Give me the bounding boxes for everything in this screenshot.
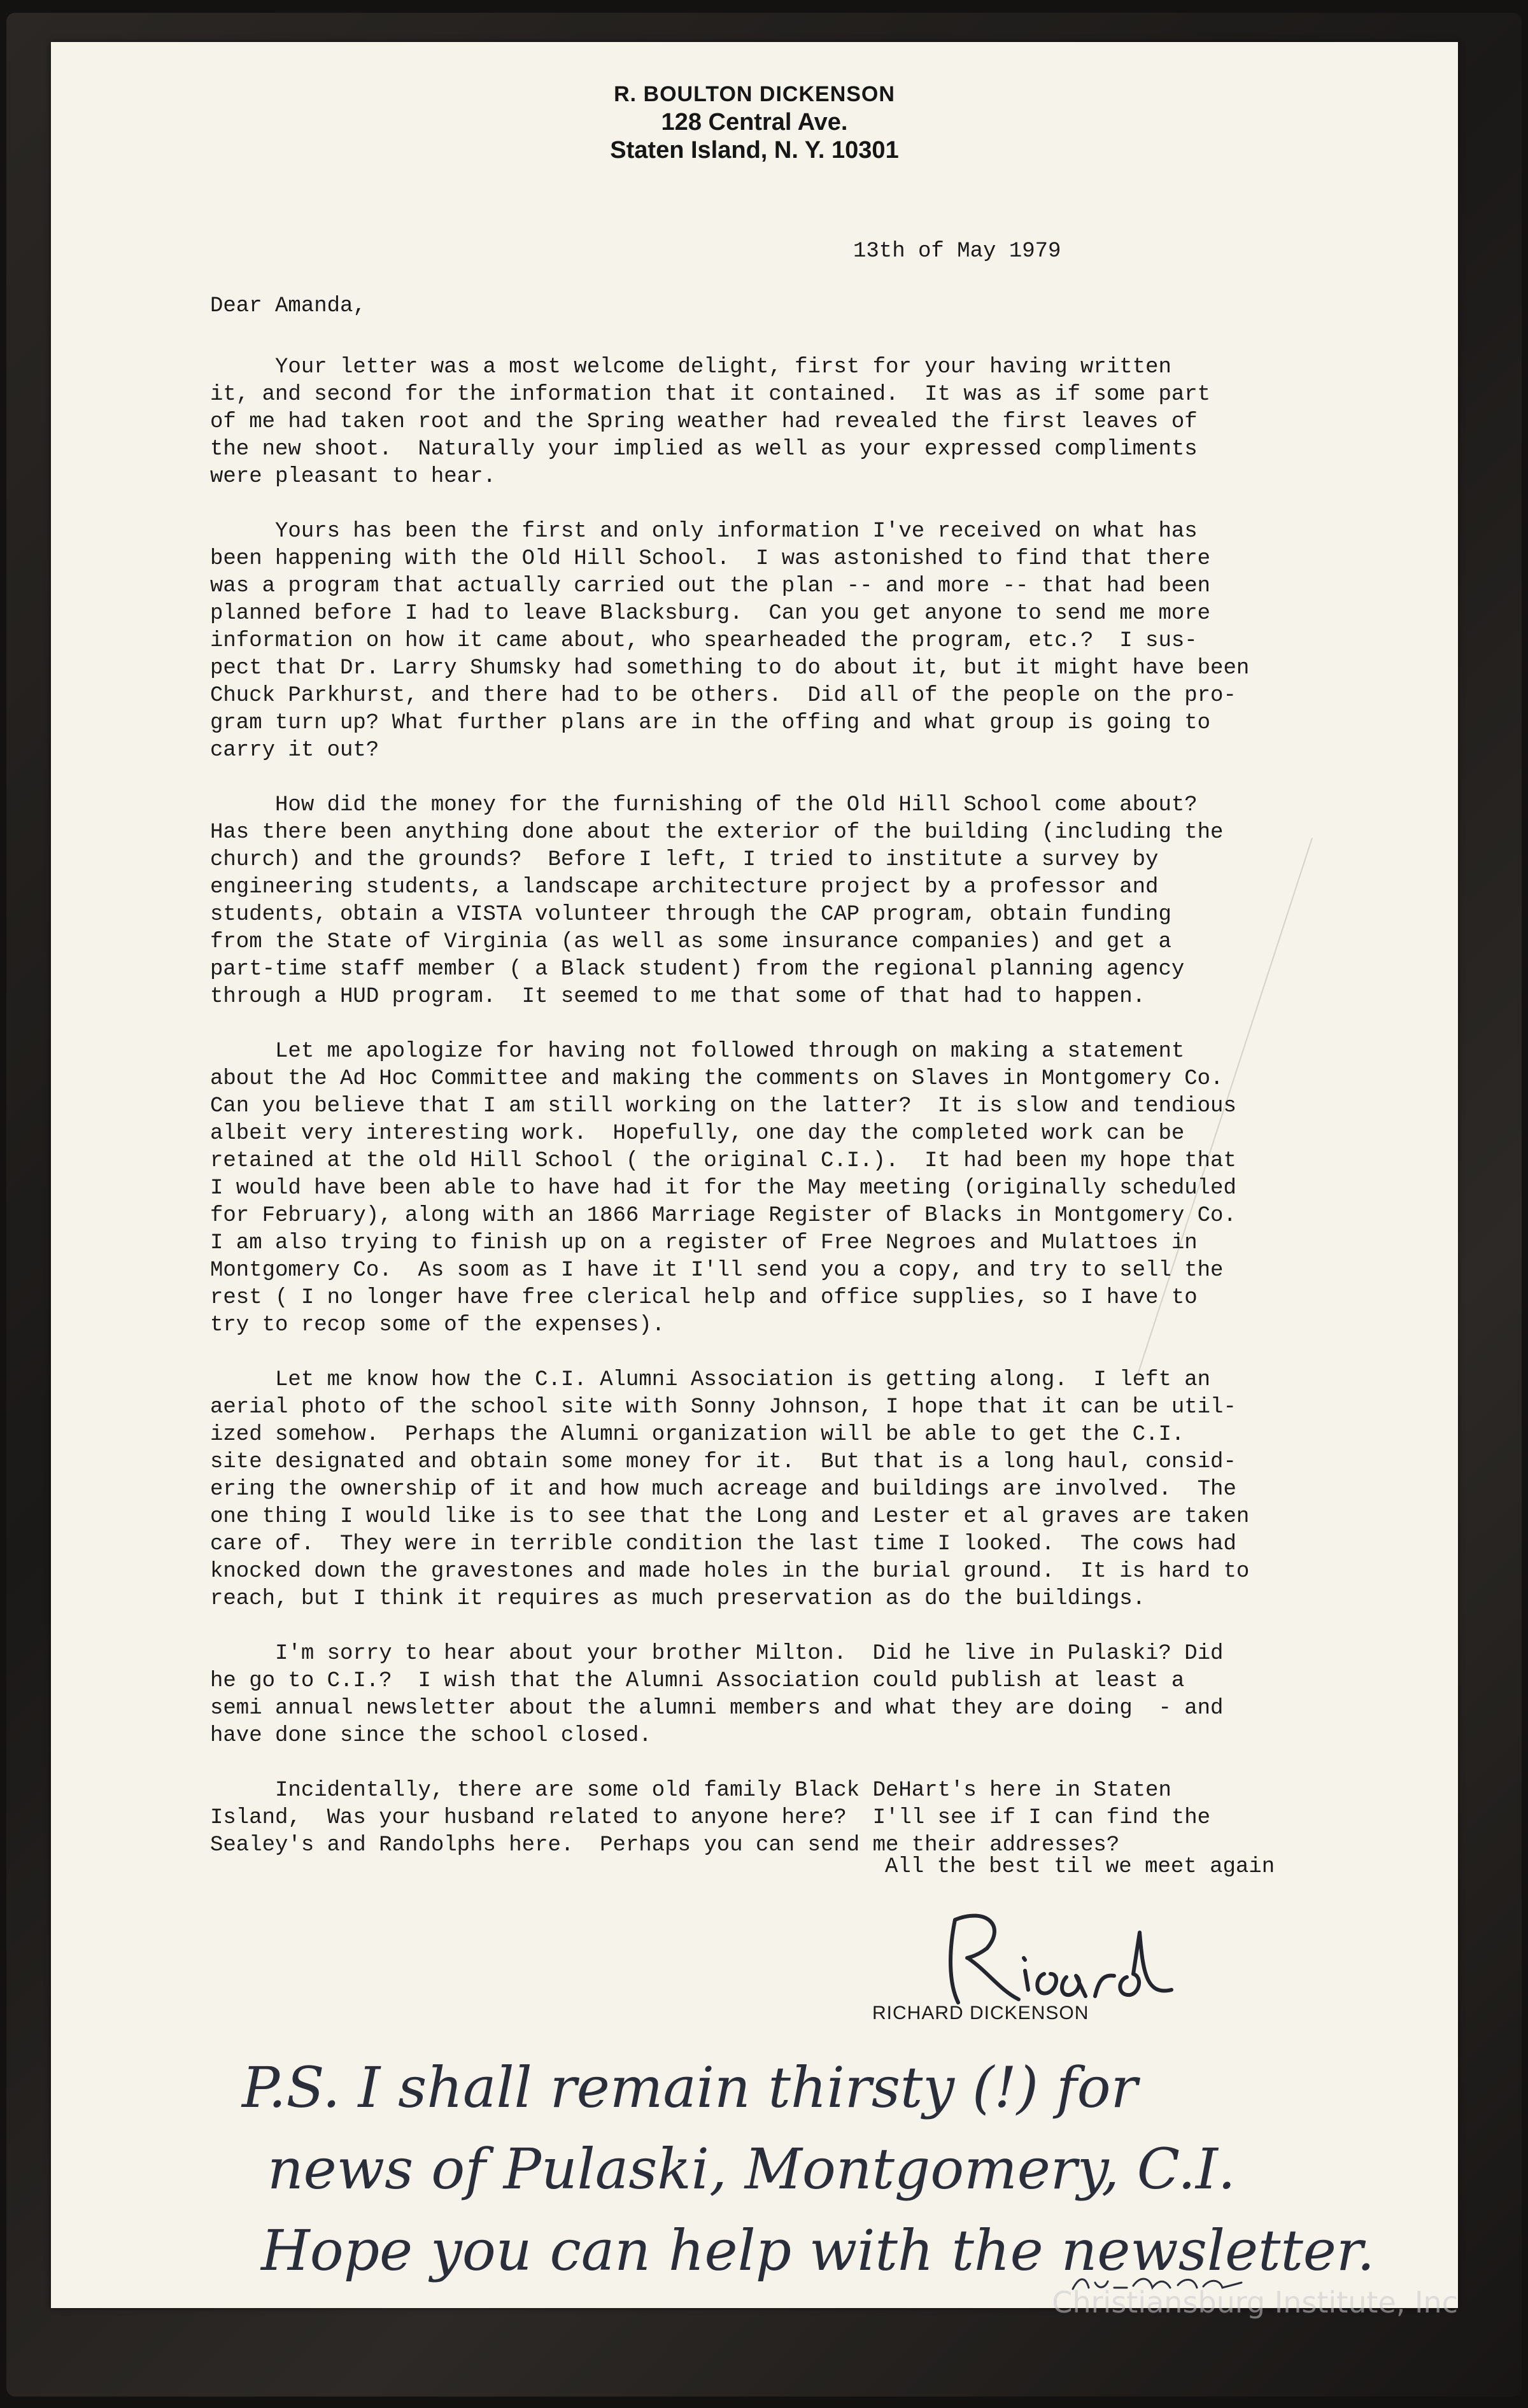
paragraph-3: How did the money for the furnishing of the Old Hill School come about? Has there been anything done about the exterior of the building (including the church) and the grounds? Before I left, I tried to institute a survey by engineering students, a landscape architecture project by a professor and students, obtain a VISTA volunteer through the CAP program, obtain funding from the State of Virginia (as well as some insurance companies) and get a part-time staff member ( a Black student) from the regional planning agency through a HUD program. It seemed to me that some of that had to happen.: [210, 793, 1224, 1009]
paragraph-2: Yours has been the first and only information I've received on what has been happening with the Old Hill School. I was astonished to find that there was a program that actually carried out the plan -- and more -- that had been planned before I had to leave Blacksburg. Can you get anyone to send me more information on how it came about, who spearheaded the program, etc.? I sus- pect that Dr. Larry Shumsky had something to do about it, but it might have been Chuck Parkhurst, and there had to be others. Did all of the people on the pro- gram turn up? What further plans are in the offing and what group is going to carry it out?: [210, 519, 1250, 763]
paragraph-5: Let me know how the C.I. Alumni Association is getting along. I left an aerial photo of the school site with Sonny Johnson, I hope that it can be util- ized somehow. Perhaps the Alumni organization will be able to get the C.I. site designated and obtain some money for it. But that is a long haul, consid- ering the ownership of it and how much acreage and buildings are involved. The one thing I would like is to see that the Long and Lester et al graves are taken care of. They were in terrible condition the last time I looked. The cows had knocked down the gravestones and made holes in the burial ground. It is hard to reach, but I think it requires as much preservation as do the buildings.: [210, 1368, 1250, 1611]
postscript-line-3: Hope you can help with the newsletter.: [261, 2218, 1375, 2283]
handwritten-postscript: [242, 2047, 1388, 2292]
postscript-line-2: news of Pulaski, Montgomery, C.I.: [267, 2136, 1236, 2202]
salutation: Dear Amanda,: [210, 294, 366, 318]
letter-page: [51, 42, 1458, 2308]
closing-line: All the best til we meet again: [885, 1855, 1275, 1879]
letterhead-name: R. BOULTON DICKENSON: [614, 82, 895, 106]
letterhead-city: Staten Island, N. Y. 10301: [610, 137, 899, 164]
postscript-line-1: P.S. I shall remain thirsty (!) for: [242, 2055, 1138, 2120]
letter-date: 13th of May 1979: [853, 239, 1061, 264]
typed-signature-name: RICHARD DICKENSON: [872, 2003, 1089, 2024]
watermark-text: Christiansburg Institute, Inc: [1052, 2285, 1458, 2320]
paragraph-4: Let me apologize for having not followed through on making a statement about the Ad Hoc Committee and making the comments on Slaves in Montgomery Co. Can you believe that I am still working on the latter? It is slow and tendious albeit very interesting work. Hopefully, one day the completed work can be retained at the old Hill School ( the original C.I.). It had been my hope that I would have been able to have had it for the May meeting (originally scheduled for February), along with an 1866 Marriage Register of Blacks in Montgomery Co. I am also trying to finish up on a register of Free Negroes and Mulattoes in Montgomery Co. As soom as I have it I'll send you a copy, and try to sell the rest ( I no longer have free clerical help and office supplies, so I have to try to recop some of the expenses).: [210, 1039, 1236, 1337]
paragraph-6: I'm sorry to hear about your brother Milton. Did he live in Pulaski? Did he go to C.I.? I wish that the Alumni Association could publish at least a semi annual newsletter about the alumni members and what they are doing - and have done since the school closed.: [210, 1642, 1224, 1748]
letterhead-street: 128 Central Ave.: [661, 109, 848, 136]
paragraph-7: Incidentally, there are some old family Black DeHart's here in Staten Island, Was your husband related to anyone here? I'll see if I can find the Sealey's and Randolphs here. Perhaps you can send me their addresses?: [210, 1778, 1211, 1857]
letterhead: [51, 80, 1458, 164]
paragraph-1: Your letter was a most welcome delight, first for your having written it, and second for the information that it contained. It was as if some part of me had taken root and the Spring weather had revealed the first leaves of the new shoot. Naturally your implied as well as your expressed compliments were pleasant to hear.: [210, 355, 1211, 489]
letter-body: [210, 354, 1356, 1887]
